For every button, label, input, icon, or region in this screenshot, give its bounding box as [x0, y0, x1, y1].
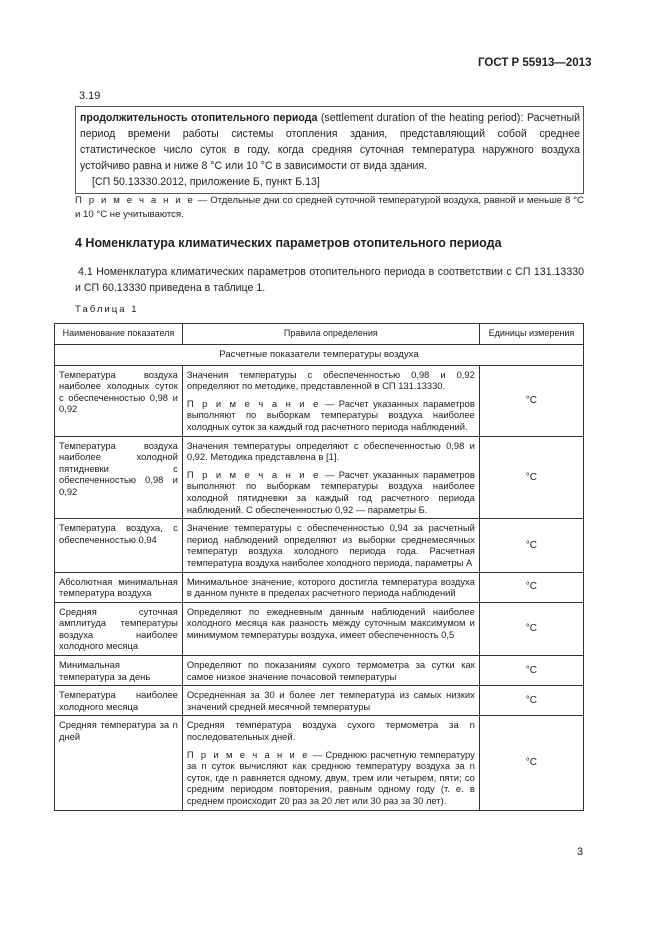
unit: °С	[479, 716, 583, 810]
definition-source: [СП 50.13330.2012, приложение Б, пункт Б.13]	[92, 176, 320, 188]
rule-note	[187, 398, 475, 433]
rule-text: Минимальное значение, которого достигла температура воздуха в данном пункте в пределах расчетного периода наблюдений	[186, 575, 475, 599]
table-caption: Таблица 1	[75, 304, 139, 315]
rule-text: Значения температуры определяют с обеспеченностью 0,98 и 0,92. Методика представлена в [1].	[186, 439, 475, 463]
definition-note	[75, 194, 584, 222]
unit: °С	[479, 686, 583, 716]
rule-note-text: — Расчет указанных параметров выполняют по выборкам температуры воздуха наиболее холодных суток за каждый год расчетного периода наблюдений.	[186, 397, 475, 432]
determination-rule	[182, 656, 479, 686]
table-row	[55, 686, 584, 716]
group-label: Расчетные показатели температуры воздуха	[55, 345, 584, 366]
rule-note-text: — Среднюю расчетную температуру за n суток вычисляют как среднюю температуру воздуха за n суток, где n равняется одному, двум, трем или четырем, пяти; со средним периодом повторения, равным одному году (т. е. в среднем происходит 20 раз за 20 лет или 30 раз за 30 лет).	[186, 748, 475, 806]
determination-rule	[182, 572, 479, 602]
note-label: П р и м е ч а н и е	[75, 195, 195, 206]
section-paragraph: 4.1 Номенклатура климатических параметров отопительного периода в соответствии с СП 131.13330 и СП 60.13330 приведена в таблице 1.	[75, 266, 584, 294]
determination-rule	[182, 365, 479, 436]
unit: °С	[479, 519, 583, 572]
table-row	[55, 602, 584, 655]
rule-note	[187, 749, 475, 807]
definition-text: Расчетный период времени работы системы отопления здания, представляющий собой среднее статистическое число суток в году, когда средняя суточная температура наружного воздуха устойчиво равна и ниже 8 °С или 10 °С в зависимости от вида здания.	[80, 112, 581, 172]
document-code: ГОСТ Р 55913—2013	[478, 57, 592, 69]
unit: °С	[479, 656, 583, 686]
rule-text: Определяют по показаниям сухого термометра за сутки как самое низкое значение почасовой температуры	[186, 659, 475, 682]
table-row	[55, 572, 584, 602]
indicator-name: Температура наиболее холодного месяца	[55, 686, 183, 716]
table-row	[55, 716, 584, 810]
unit: °С	[479, 436, 583, 519]
unit: °С	[479, 602, 583, 655]
rule-text: Определяют по ежедневным данным наблюдений наиболее холодного месяца как разность между суточным максимумом и минимумом температуры воздуха, имеет обеспеченность 0,5	[186, 605, 475, 640]
climate-parameters-table	[54, 323, 584, 811]
rule-text: Значения температуры с обеспеченностью 0,98 и 0,92 определяют по методике, представленной в СП 131.13330.	[186, 368, 475, 392]
determination-rule	[182, 436, 479, 519]
determination-rule	[182, 686, 479, 716]
rule-note-text: — Расчет указанных параметров выполняют по выборкам температуры воздуха наиболее холодной пятидневки за каждый год расчетного периода наблюдений. С обеспеченностью 0,92 — параметры Б.	[186, 468, 475, 515]
header-determination-rules: Правила определения	[182, 324, 479, 345]
unit: °С	[479, 365, 583, 436]
table-row	[55, 365, 584, 436]
rule-text: Средняя температура воздуха сухого термометра за n последовательных дней.	[186, 719, 475, 743]
header-units: Единицы измерения	[479, 324, 583, 345]
indicator-name: Средняя суточная амплитуда температуры воздуха наиболее холодного месяца	[55, 602, 183, 655]
table-row	[55, 436, 584, 519]
rule-note	[187, 469, 475, 515]
definition-term: продолжительность отопительного периода	[80, 112, 318, 124]
definition-box	[75, 106, 584, 194]
unit: °С	[479, 572, 583, 602]
rule-text: Значение температуры с обеспеченностью 0,94 за расчетный период наблюдений определяют из выборки среднемесячных температур воздуха холодного периода года. Расчетная температура воздуха наиболее холодного периода, параметры А	[186, 522, 475, 568]
indicator-name: Температура воздуха наиболее холодных суток с обеспеченностью 0,98 и 0,92	[55, 365, 183, 436]
table-row	[55, 656, 584, 686]
indicator-name: Температура воздуха наиболее холодной пятидневки с обеспеченностью 0,98 и 0,92	[55, 436, 183, 519]
indicator-name: Минимальная температура за день	[55, 656, 183, 686]
section-title: 4 Номенклатура климатических параметров отопительного периода	[75, 236, 502, 250]
indicator-name: Температура воздуха, с обеспеченностью 0,94	[55, 519, 183, 572]
rule-note-label: П р и м е ч а н и е	[186, 468, 321, 480]
rule-note-label: П р и м е ч а н и е	[186, 748, 310, 760]
indicator-name: Абсолютная минимальная температура воздуха	[55, 572, 183, 602]
definition-term-english: (settlement duration of the heating period):	[320, 112, 524, 124]
determination-rule	[182, 716, 479, 810]
determination-rule	[182, 602, 479, 655]
clause-number: 3.19	[79, 90, 101, 102]
note-text: — Отдельные дни со средней суточной температурой воздуха, равной и меньше 8 °С и 10 °С не учитываются.	[75, 195, 584, 220]
table-row	[55, 519, 584, 572]
page-number: 3	[577, 846, 584, 858]
determination-rule	[182, 519, 479, 572]
table-header-row	[55, 324, 584, 345]
indicator-name: Средняя температура за n дней	[55, 716, 183, 810]
rule-text: Осредненная за 30 и более лет температура из самых низких значений средней месячной температуры	[186, 689, 475, 712]
table-group-row	[55, 345, 584, 366]
header-indicator-name: Наименование показателя	[55, 324, 183, 345]
rule-note-label: П р и м е ч а н и е	[186, 397, 321, 409]
